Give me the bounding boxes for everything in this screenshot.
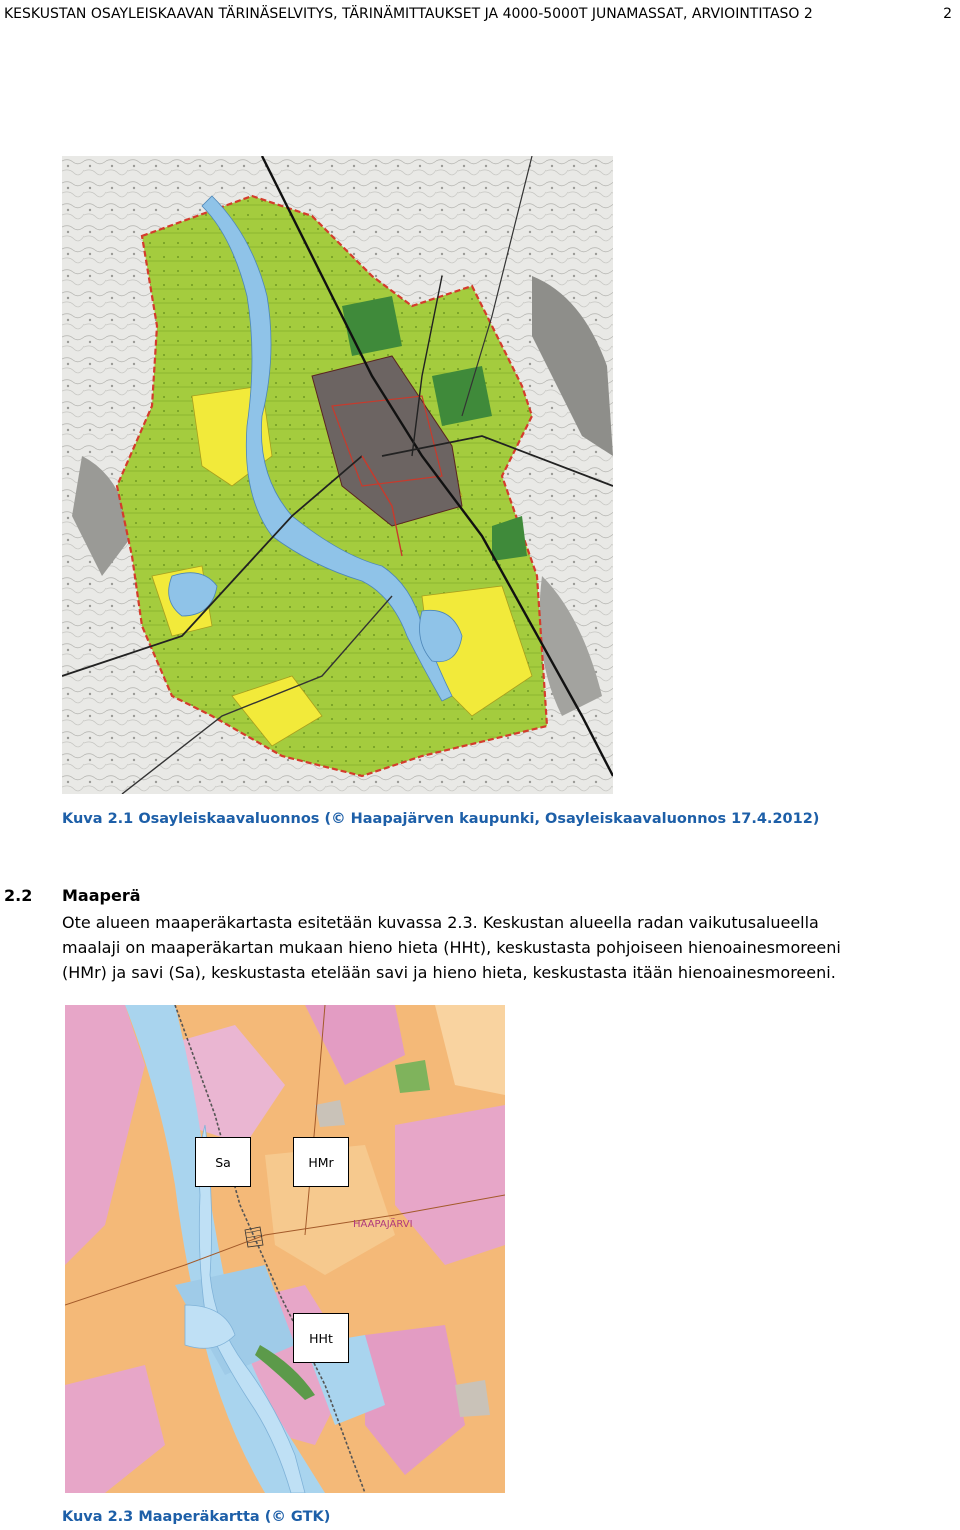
soil-label-hht: HHt <box>293 1313 349 1363</box>
soil-map-image <box>65 1005 505 1493</box>
land-use-plan-map <box>62 156 613 794</box>
soil-label-sa: Sa <box>195 1137 251 1187</box>
section-title: Maaperä <box>62 886 141 905</box>
header-title: KESKUSTAN OSAYLEISKAAVAN TÄRINÄSELVITYS, TÄRINÄMITTAUKSET JA 4000-5000T JUNAMASSAT, ARVIOINTITASO 2 <box>4 6 813 22</box>
section-paragraph <box>62 910 954 985</box>
figure-3-caption: Kuva 2.3 Maaperäkartta (© GTK) <box>62 1509 331 1525</box>
paragraph-line: maalaji on maaperäkartan mukaan hieno hieta (HHt), keskustasta pohjoiseen hienoainesmoreeni <box>62 938 841 957</box>
soil-label-hmr: HMr <box>293 1137 349 1187</box>
paragraph-line: (HMr) ja savi (Sa), keskustasta etelään savi ja hieno hieta, keskustasta itään hienoainesmoreeni. <box>62 963 836 982</box>
soil-map <box>65 1005 505 1493</box>
land-use-plan-image <box>62 156 613 794</box>
page-header <box>0 4 960 24</box>
figure-1-caption: Kuva 2.1 Osayleiskaavaluonnos (© Haapajärven kaupunki, Osayleiskaavaluonnos 17.4.2012) <box>62 811 820 827</box>
paragraph-line: Ote alueen maaperäkartasta esitetään kuvassa 2.3. Keskustan alueella radan vaikutusalueella <box>62 913 819 932</box>
section-number: 2.2 <box>4 886 33 905</box>
page-number: 2 <box>943 6 952 22</box>
town-label: HAAPAJÄRVI <box>353 1219 413 1230</box>
